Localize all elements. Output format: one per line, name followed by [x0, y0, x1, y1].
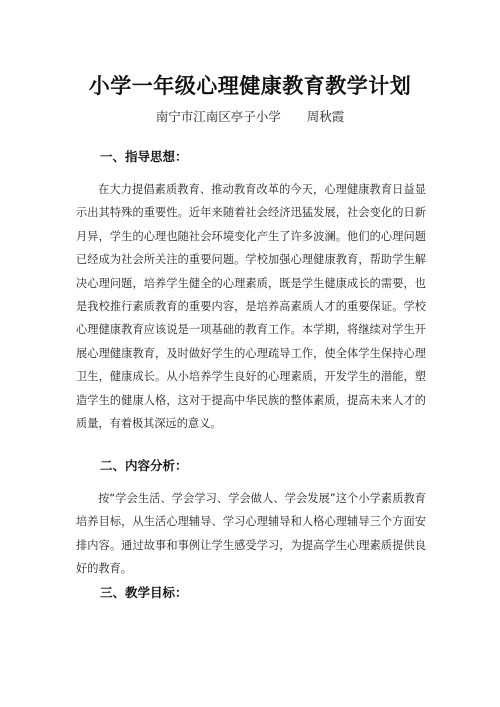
document-byline	[0, 107, 500, 125]
section-body-guiding-ideology	[76, 178, 426, 435]
paragraph-text: 按“学会生活、学会学习、学会做人、学会发展”这个小学素质教育培养目标，从生活心理辅导、学习心理辅导和人格心理辅导三个方面安排内容。通过故事和事例让学生感受学习，为提高学生心理素质提供良好的教育。	[76, 492, 426, 576]
document-title: 小学一年级心理健康教育教学计划	[88, 74, 412, 98]
author-name: 周秋霞	[306, 109, 345, 124]
school-name: 南宁市江南区亭子小学	[155, 109, 281, 124]
section-heading-content-analysis: 二、内容分析：	[100, 458, 188, 473]
paragraph-text: 在大力提倡素质教育、推动教育改革的今天，心理健康教育日益显示出其特殊的重要性。近年来随着社会经济迅猛发展，社会变化的日新月异，学生的心理也随社会环境变化产生了许多波澜。他们的心理问题已经成为社会所关注的重要问题。学校加强心理健康教育，帮助学生解决心理问题，培养学生健全的心理素质，既是学生健康成长的需要，也是我校推行素质教育的重要内容，是培养高素质人才的重要保证。学校心理健康教育应该说是一项基础的教育工作。本学期，将继续对学生开展心理健康教育，及时做好学生的心理疏导工作，使全体学生保持心理卫生，健康成长。从小培养学生良好的心理素质，开发学生的潜能，塑造学生的健康人格，这对于提高中华民族的整体素质，提高未来人才的质量，有着极其深远的意义。	[76, 183, 426, 431]
section-body-content-analysis	[76, 487, 426, 581]
section-heading-teaching-goals: 三、教学目标：	[100, 585, 188, 600]
section-heading-guiding-ideology: 一、指导思想：	[100, 149, 188, 164]
